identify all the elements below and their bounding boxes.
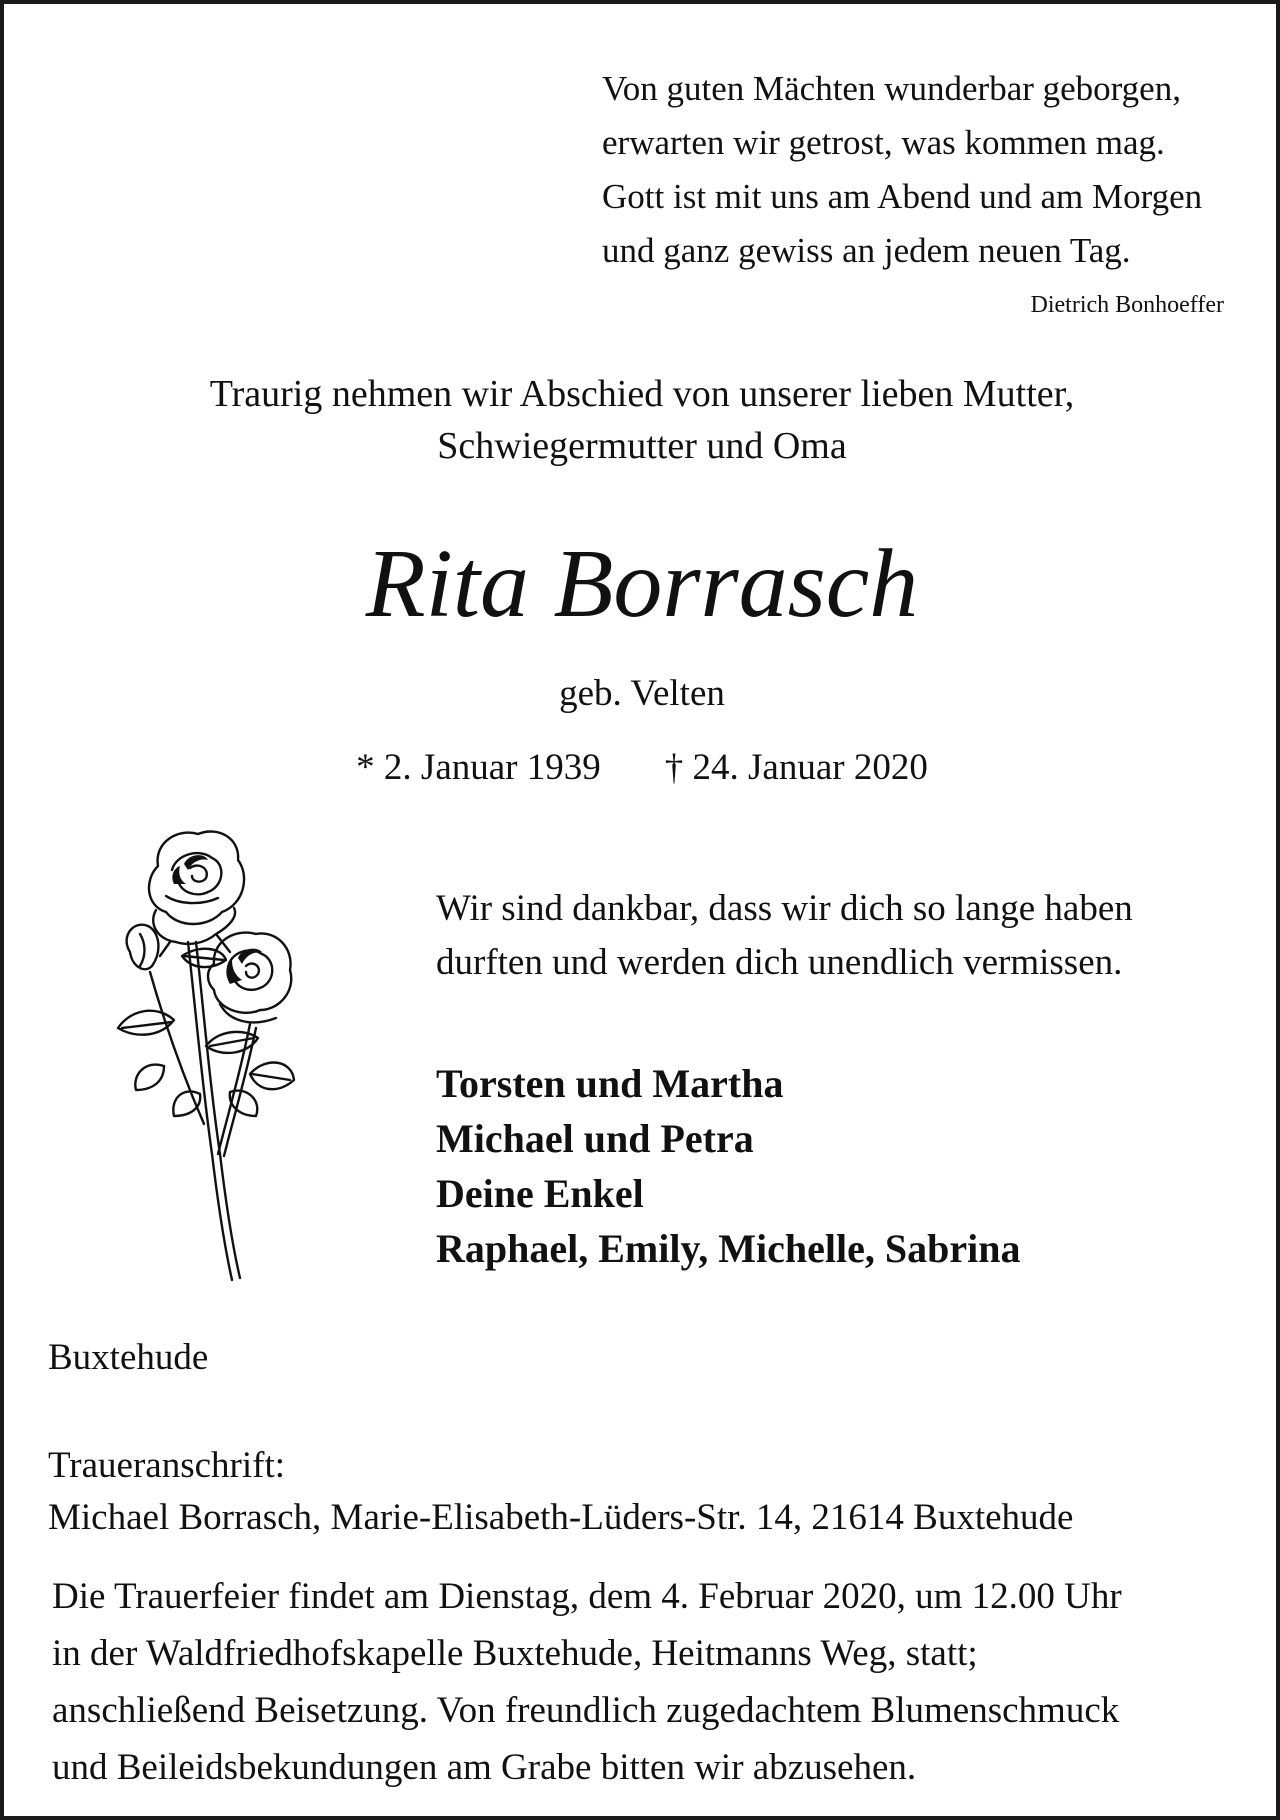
deceased-name: Rita Borrasch — [365, 530, 919, 638]
intro-line: Traurig nehmen wir Abschied von unserer lieben Mutter, — [209, 373, 1075, 415]
bonhoeffer-quote — [602, 62, 1202, 278]
ceremony-line: und Beileidsbekundungen am Grabe bitten wir abzusehen. — [52, 1747, 917, 1788]
maiden-name: geb. Velten — [559, 673, 725, 714]
ceremony-line: Die Trauerfeier findet am Dienstag, dem 4. Februar 2020, um 12.00 Uhr — [52, 1576, 1122, 1617]
address-line: Michael Borrasch, Marie-Elisabeth-Lüders-Str. 14, 21614 Buxtehude — [48, 1497, 1074, 1538]
intro-line: Schwiegermutter und Oma — [437, 425, 847, 467]
family-line: Michael und Petra — [436, 1116, 754, 1161]
quote-line: und ganz gewiss an jedem neuen Tag. — [602, 231, 1131, 270]
ceremony-details — [52, 1568, 1122, 1796]
death-date: † 24. Januar 2020 — [664, 747, 928, 788]
quote-line: Von guten Mächten wunderbar geborgen, — [602, 69, 1181, 108]
quote-line: Gott ist mit uns am Abend und am Morgen — [602, 177, 1203, 216]
quote-line: erwarten wir getrost, was kommen mag. — [602, 123, 1165, 162]
family-signatures — [436, 1056, 1020, 1276]
address-label: Traueranschrift: — [48, 1445, 286, 1486]
roses-illustration — [100, 824, 300, 1290]
ceremony-line: anschließend Beisetzung. Von freundlich zugedachtem Blumenschmuck — [52, 1690, 1120, 1731]
place-name: Buxtehude — [48, 1337, 209, 1378]
quote-author: Dietrich Bonhoeffer — [1030, 292, 1224, 318]
mourning-address — [48, 1440, 1073, 1544]
thanks-text — [436, 882, 1133, 990]
thanks-line: durften und werden dich unendlich vermissen. — [436, 942, 1123, 983]
family-line: Raphael, Emily, Michelle, Sabrina — [436, 1226, 1021, 1271]
ceremony-line: in der Waldfriedhofskapelle Buxtehude, Heitmanns Weg, statt; — [52, 1633, 978, 1674]
intro-text — [4, 368, 1280, 472]
life-dates — [4, 746, 1280, 789]
family-line: Torsten und Martha — [436, 1061, 784, 1106]
birth-date: * 2. Januar 1939 — [356, 747, 601, 788]
thanks-line: Wir sind dankbar, dass wir dich so lange haben — [436, 888, 1133, 929]
family-line: Deine Enkel — [436, 1171, 644, 1216]
